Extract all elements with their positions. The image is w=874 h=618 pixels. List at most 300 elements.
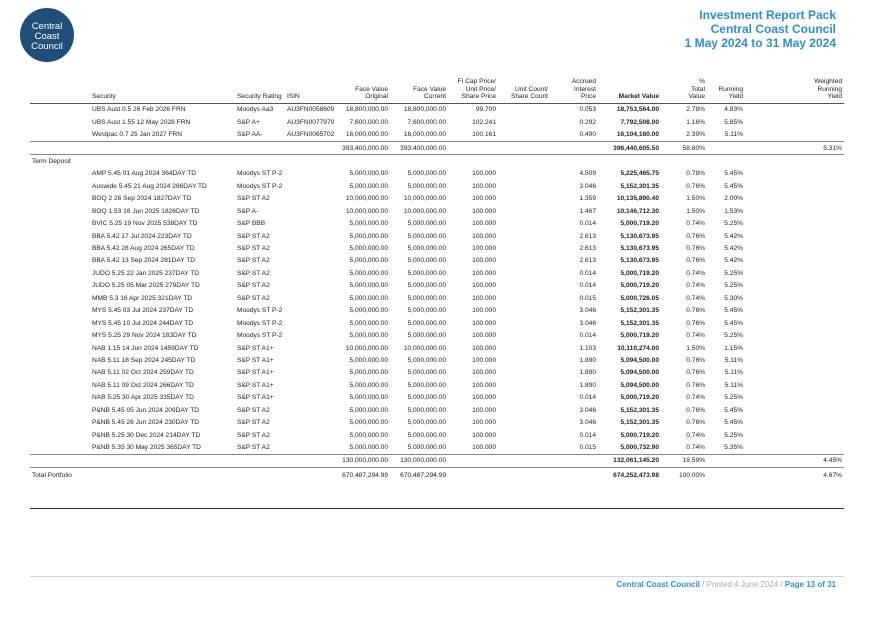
cell-pct-total: 0.74%: [686, 431, 705, 439]
cell-running-yield: 5.85%: [724, 118, 743, 126]
cell-weighted-yield: 5.31%: [745, 141, 844, 154]
cell-price: 100.000: [472, 245, 496, 253]
cell-face-value-current: 5,000,000.00: [407, 419, 446, 427]
cell-group: [30, 255, 90, 267]
cell-count: [498, 168, 550, 180]
footer-printed: / Printed 4 June 2024 /: [699, 580, 785, 589]
cell-price: 102.241: [472, 118, 496, 126]
cell-market-value: 10,110,274.00: [617, 344, 659, 352]
cell-face-value-original: 10,000,000.00: [345, 344, 388, 352]
cell-pct-total: 0.76%: [686, 319, 705, 327]
cell-price: 99.700: [475, 106, 496, 114]
table-row: [30, 392, 844, 404]
cell-market-value: 5,000,719.20: [620, 394, 659, 402]
cell-face-value-original: 5,000,000.00: [349, 369, 388, 377]
cell-weighted-yield: [745, 217, 844, 229]
cell-face-value-current: 5,000,000.00: [407, 294, 446, 302]
header-line: Yield: [728, 93, 743, 100]
cell-price: 100.000: [472, 444, 496, 452]
cell-security: AMP 5.45 01 Aug 2024 364DAY TD: [92, 170, 196, 178]
cell-weighted-yield: [745, 392, 844, 404]
cell-rating: S&P ST A2: [237, 195, 270, 203]
cell-group: [30, 180, 90, 192]
cell-pct-total: 0.74%: [686, 332, 705, 340]
cell-face-value-current: 5,000,000.00: [407, 307, 446, 315]
header-line: %: [699, 78, 705, 85]
cell-count: [498, 342, 550, 354]
cell-market-value: 5,000,719.20: [620, 431, 659, 439]
cell-running-yield: 5.42%: [724, 232, 743, 240]
cell-count: [498, 267, 550, 279]
cell-rating: [235, 141, 285, 154]
cell-security: BOQ 1.53 16 Jun 2025 1826DAY TD: [92, 207, 200, 215]
cell-running-yield: 1.53%: [724, 207, 743, 215]
cell-price: 100.000: [472, 257, 496, 265]
cell-group: [30, 292, 90, 304]
cell-face-value-original: 5,000,000.00: [349, 419, 388, 427]
cell-rating: Moodys ST P-2: [237, 332, 283, 340]
cell-face-value-current: 5,000,000.00: [407, 369, 446, 377]
cell-running-yield: [707, 468, 745, 483]
cell-security: Auswide 5.45 21 Aug 2024 286DAY TD: [92, 182, 207, 190]
cell-market-value: 5,000,719.20: [620, 220, 659, 228]
cell-weighted-yield: [745, 155, 844, 168]
subtotal-row: [30, 454, 844, 467]
header-line: Face Value: [355, 85, 388, 93]
cell-isin: [285, 292, 337, 304]
table-header-row: [30, 78, 844, 103]
cell-accrued: 1.890: [579, 381, 596, 389]
cell-isin: AU3FN0065702: [287, 131, 335, 139]
cell-rating: S&P ST A2: [237, 419, 270, 427]
cell-group: [30, 342, 90, 354]
cell-pct-total: 1.50%: [686, 344, 705, 352]
cell-price: 100.000: [472, 319, 496, 327]
cell-weighted-yield: [745, 255, 844, 267]
cell-face-value-original: 5,000,000.00: [349, 294, 388, 302]
cell-weighted-yield: [745, 416, 844, 428]
cell-face-value-original: 393,400,000.00: [337, 141, 390, 154]
cell-market-value: 18,753,564.00: [616, 106, 659, 114]
cell-face-value-current: 5,000,000.00: [407, 381, 446, 389]
cell-accrued: 1.890: [579, 369, 596, 377]
cell-price: 100.000: [472, 369, 496, 377]
cell-security: NAB 5.25 30 Apr 2025 335DAY TD: [92, 394, 194, 402]
cell-face-value-current: [390, 155, 448, 168]
cell-isin: [285, 404, 337, 416]
cell-isin: [285, 317, 337, 329]
cell-weighted-yield: [745, 305, 844, 317]
cell-running-yield: 5.25%: [724, 332, 743, 340]
cell-accrued: [550, 454, 598, 467]
cell-market-value: 5,152,301.35: [620, 319, 659, 327]
cell-rating: S&P ST A1+: [237, 356, 274, 364]
cell-market-value: 396,440,605.50: [598, 141, 661, 154]
cell-market-value: 5,152,301.35: [620, 406, 659, 414]
cell-weighted-yield: [745, 354, 844, 366]
cell-price: 100.000: [472, 269, 496, 277]
cell-face-value-original: 130,000,000.00: [337, 454, 390, 467]
col-market-value: Market Value: [598, 78, 661, 103]
cell-pct-total: 0.74%: [686, 282, 705, 290]
cell-pct-total: 0.76%: [686, 356, 705, 364]
cell-count: [498, 103, 550, 116]
cell-price: 100.000: [472, 344, 496, 352]
cell-count: [498, 205, 550, 217]
cell-accrued: 0.014: [579, 220, 596, 228]
cell-pct-total: 0.76%: [686, 381, 705, 389]
cell-pct-total: 1.50%: [686, 195, 705, 203]
cell-rating: S&P ST A2: [237, 245, 270, 253]
cell-security: Westpac 0.7 25 Jan 2027 FRN: [92, 131, 183, 139]
cell-weighted-yield: [745, 242, 844, 254]
header-line: Accrued: [571, 78, 596, 85]
cell-security: NAB 5.11 09 Oct 2024 266DAY TD: [92, 381, 194, 389]
cell-count: [498, 141, 550, 154]
cell-market-value: 10,146,712.30: [616, 207, 659, 215]
cell-rating: S&P AA-: [237, 131, 263, 139]
cell-face-value-current: 393,400,000.00: [390, 141, 448, 154]
cell-accrued: 1.890: [579, 356, 596, 364]
cell-group: [30, 205, 90, 217]
cell-group: [30, 367, 90, 379]
cell-count: [498, 292, 550, 304]
table-row: [30, 217, 844, 229]
cell-accrued: [550, 468, 598, 483]
table-row: [30, 168, 844, 180]
cell-weighted-yield: [745, 292, 844, 304]
cell-isin: [285, 441, 337, 454]
table-row: [30, 205, 844, 217]
cell-security: P&NB 5.45 05 Jun 2024 209DAY TD: [92, 406, 200, 414]
cell-face-value-original: 5,000,000.00: [349, 182, 388, 190]
cell-security: [90, 155, 235, 168]
cell-price: [448, 141, 498, 154]
cell-face-value-original: 5,000,000.00: [349, 431, 388, 439]
cell-rating: Moodys ST P-2: [237, 307, 283, 315]
cell-group: [30, 242, 90, 254]
cell-group: Total Portfolio: [30, 468, 90, 483]
cell-face-value-original: 5,000,000.00: [349, 444, 388, 452]
cell-running-yield: 5.45%: [724, 419, 743, 427]
cell-weighted-yield: [745, 168, 844, 180]
cell-accrued: 3.046: [579, 182, 596, 190]
cell-accrued: 0.292: [579, 118, 596, 126]
cell-security: BVIC 5.25 19 Nov 2025 538DAY TD: [92, 220, 198, 228]
cell-price: 100.000: [472, 220, 496, 228]
cell-accrued: 3.046: [579, 419, 596, 427]
cell-group: [30, 103, 90, 116]
cell-market-value: 16,104,160.00: [616, 131, 659, 139]
cell-face-value-current: 5,000,000.00: [407, 232, 446, 240]
col-security: Security: [90, 78, 235, 103]
cell-face-value-current: 5,000,000.00: [407, 269, 446, 277]
cell-face-value-original: 10,000,000.00: [345, 195, 388, 203]
cell-isin: [285, 367, 337, 379]
cell-group: [30, 280, 90, 292]
cell-count: [498, 379, 550, 391]
col-running-yield: [707, 78, 745, 103]
table-row: [30, 230, 844, 242]
cell-security: BBA 5.42 13 Sep 2024 281DAY TD: [92, 257, 196, 265]
cell-isin: [285, 168, 337, 180]
cell-running-yield: 5.11%: [724, 381, 743, 389]
cell-face-value-current: 5,000,000.00: [407, 170, 446, 178]
cell-market-value: 5,152,301.35: [620, 182, 659, 190]
cell-group: [30, 141, 90, 154]
cell-accrued: 1.467: [579, 207, 596, 215]
cell-accrued: [550, 155, 598, 168]
cell-accrued: [550, 141, 598, 154]
cell-weighted-yield: [745, 317, 844, 329]
cell-group: [30, 305, 90, 317]
cell-running-yield: 5.42%: [724, 245, 743, 253]
cell-security: P&NB 5.25 30 Dec 2024 214DAY TD: [92, 431, 201, 439]
cell-security: MMB 5.3 16 Apr 2025 321DAY TD: [92, 294, 193, 302]
report-header: [685, 8, 836, 50]
cell-running-yield: 5.25%: [724, 220, 743, 228]
cell-group: Term Deposit: [32, 157, 71, 165]
cell-rating: S&P ST A2: [237, 269, 270, 277]
cell-market-value: 10,135,890.40: [616, 195, 659, 203]
cell-face-value-original: [337, 155, 390, 168]
cell-market-value: 5,000,726.05: [620, 294, 659, 302]
cell-accrued: 2.613: [579, 257, 596, 265]
cell-face-value-original: 10,000,000.00: [345, 207, 388, 215]
cell-rating: S&P ST A2: [237, 257, 270, 265]
cell-pct-total: 0.76%: [686, 307, 705, 315]
table-row: [30, 267, 844, 279]
cell-security: MYS 5.25 29 Nov 2024 183DAY TD: [92, 332, 197, 340]
cell-rating: Moodys ST P-2: [237, 182, 283, 190]
cell-face-value-current: 5,000,000.00: [407, 394, 446, 402]
cell-accrued: 0.053: [579, 106, 596, 114]
cell-pct-total: 0.74%: [686, 444, 705, 452]
cell-price: [448, 468, 498, 483]
cell-running-yield: 5.45%: [724, 307, 743, 315]
cell-weighted-yield: [745, 379, 844, 391]
cell-running-yield: 5.45%: [724, 182, 743, 190]
cell-face-value-original: 7,600,000.00: [349, 118, 388, 126]
cell-rating: Moodys Aa3: [237, 106, 274, 114]
col-isin: ISIN: [285, 78, 337, 103]
cell-face-value-current: 670,487,294.99: [390, 468, 448, 483]
table-row: [30, 255, 844, 267]
cell-rating: S&P ST A1+: [237, 381, 274, 389]
cell-accrued: 2.613: [579, 245, 596, 253]
col-pct-total: [661, 78, 707, 103]
cell-face-value-current: 5,000,000.00: [407, 319, 446, 327]
header-line: Yield: [827, 93, 842, 100]
cell-isin: [285, 342, 337, 354]
cell-count: [498, 354, 550, 366]
cell-weighted-yield: [745, 116, 844, 128]
cell-security: BOQ 2 26 Sep 2024 1827DAY TD: [92, 195, 192, 203]
cell-running-yield: [707, 155, 745, 168]
cell-count: [498, 230, 550, 242]
cell-face-value-current: 5,000,000.00: [407, 406, 446, 414]
cell-price: 100.000: [472, 294, 496, 302]
cell-running-yield: 5.25%: [724, 394, 743, 402]
cell-count: [498, 329, 550, 341]
cell-weighted-yield: [745, 280, 844, 292]
cell-count: [498, 242, 550, 254]
cell-security: BBA 5.42 28 Aug 2024 265DAY TD: [92, 245, 195, 253]
cell-accrued: 4.509: [579, 170, 596, 178]
cell-price: [448, 454, 498, 467]
cell-rating: [235, 155, 285, 168]
cell-accrued: 0.014: [579, 282, 596, 290]
table-row: [30, 367, 844, 379]
header-line: FI Cap Price/: [457, 78, 496, 85]
cell-group: [30, 354, 90, 366]
cell-market-value: [598, 155, 661, 168]
cell-market-value: 5,130,673.95: [620, 245, 659, 253]
cell-rating: S&P BBB: [237, 220, 266, 228]
cell-price: 100.000: [472, 282, 496, 290]
header-line: Face Value: [413, 85, 446, 93]
cell-isin: [285, 354, 337, 366]
cell-security: NAB 1.15 14 Jun 2024 1459DAY TD: [92, 344, 199, 352]
logo-line: Council: [31, 41, 63, 52]
cell-isin: [285, 379, 337, 391]
table-row: [30, 155, 844, 168]
cell-weighted-yield: [745, 230, 844, 242]
logo-line: Central: [31, 21, 63, 32]
header-line: Running: [817, 85, 842, 93]
cell-group: [30, 416, 90, 428]
cell-weighted-yield: [745, 128, 844, 141]
cell-group: [30, 230, 90, 242]
cell-rating: Moodys ST P-2: [237, 170, 283, 178]
cell-running-yield: 5.45%: [724, 170, 743, 178]
cell-rating: Moodys ST P-2: [237, 319, 283, 327]
cell-isin: [285, 141, 337, 154]
cell-group: [30, 116, 90, 128]
cell-accrued: 3.046: [579, 406, 596, 414]
cell-pct-total: 0.76%: [686, 232, 705, 240]
cell-market-value: 5,000,719.20: [620, 282, 659, 290]
footer-rule: [30, 576, 844, 577]
cell-count: [498, 468, 550, 483]
cell-accrued: 1.103: [579, 344, 596, 352]
cell-group: [30, 429, 90, 441]
cell-market-value: 5,225,465.75: [620, 170, 659, 178]
table-row: [30, 305, 844, 317]
cell-face-value-original: 5,000,000.00: [349, 232, 388, 240]
cell-market-value: 5,000,719.20: [620, 269, 659, 277]
table-row: [30, 280, 844, 292]
cell-accrued: 0.014: [579, 431, 596, 439]
table-row: [30, 116, 844, 128]
header-line: Unit Count/: [515, 85, 548, 93]
cell-security: [90, 141, 235, 154]
cell-security: UBS Aust 1.55 12 May 2028 FRN: [92, 118, 191, 126]
header-line: Weighted: [814, 78, 842, 85]
cell-pct-total: 2.78%: [686, 106, 705, 114]
cell-running-yield: 4.83%: [724, 106, 743, 114]
cell-count: [498, 116, 550, 128]
cell-running-yield: 5.45%: [724, 406, 743, 414]
cell-security: MYS 5.45 10 Jul 2024 244DAY TD: [92, 319, 194, 327]
cell-market-value: 5,130,673.95: [620, 257, 659, 265]
cell-isin: [285, 193, 337, 205]
cell-group: [30, 441, 90, 454]
cell-rating: S&P ST A2: [237, 282, 270, 290]
cell-pct-total: 0.78%: [686, 170, 705, 178]
cell-face-value-original: 5,000,000.00: [349, 170, 388, 178]
cell-pct-total: 0.74%: [686, 294, 705, 302]
cell-face-value-original: 5,000,000.00: [349, 282, 388, 290]
cell-face-value-original: 5,000,000.00: [349, 257, 388, 265]
cell-group: [30, 392, 90, 404]
cell-rating: S&P ST A2: [237, 232, 270, 240]
cell-face-value-current: 10,000,000.00: [403, 207, 446, 215]
cell-pct-total: 2.39%: [686, 131, 705, 139]
cell-running-yield: 5.11%: [724, 131, 743, 139]
cell-face-value-original: 5,000,000.00: [349, 332, 388, 340]
cell-running-yield: 5.42%: [724, 257, 743, 265]
cell-face-value-current: 5,000,000.00: [407, 332, 446, 340]
cell-face-value-original: 670,487,294.99: [337, 468, 390, 483]
logo-line: Coast: [34, 31, 60, 42]
cell-count: [498, 155, 550, 168]
cell-count: [498, 404, 550, 416]
cell-accrued: 0.014: [579, 332, 596, 340]
cell-group: [30, 267, 90, 279]
cell-pct-total: 1.16%: [686, 118, 705, 126]
cell-market-value: 5,152,301.35: [620, 307, 659, 315]
cell-isin: [285, 392, 337, 404]
cell-running-yield: 5.11%: [724, 369, 743, 377]
holdings-table: [30, 78, 844, 482]
cell-rating: S&P ST A2: [237, 431, 270, 439]
cell-face-value-current: 16,000,000.00: [403, 131, 446, 139]
cell-market-value: 7,792,508.00: [620, 118, 659, 126]
cell-running-yield: 1.15%: [724, 344, 743, 352]
cell-security: JUDO 5.25 22 Jan 2025 237DAY TD: [92, 269, 200, 277]
cell-price: [448, 155, 498, 168]
col-weighted-yield: [745, 78, 844, 103]
cell-security: [90, 454, 235, 467]
table-row: [30, 404, 844, 416]
cell-accrued: 0.490: [579, 131, 596, 139]
cell-group: [30, 404, 90, 416]
cell-running-yield: 5.25%: [724, 269, 743, 277]
cell-count: [498, 429, 550, 441]
col-group: [30, 78, 90, 103]
cell-price: 100.000: [472, 332, 496, 340]
cell-running-yield: 5.30%: [724, 294, 743, 302]
cell-pct-total: 0.76%: [686, 257, 705, 265]
cell-accrued: 2.613: [579, 232, 596, 240]
table-row: [30, 317, 844, 329]
cell-isin: [285, 205, 337, 217]
cell-price: 100.000: [472, 381, 496, 389]
cell-market-value: 5,130,673.95: [620, 232, 659, 240]
cell-pct-total: 1.50%: [686, 207, 705, 215]
cell-count: [498, 454, 550, 467]
cell-face-value-original: 5,000,000.00: [349, 220, 388, 228]
cell-count: [498, 280, 550, 292]
table-body: [30, 103, 844, 482]
cell-face-value-original: 5,000,000.00: [349, 319, 388, 327]
cell-running-yield: 5.45%: [724, 319, 743, 327]
footer-org: Central Coast Council: [616, 580, 700, 589]
cell-rating: S&P A-: [237, 207, 259, 215]
cell-pct-total: 0.76%: [686, 406, 705, 414]
cell-pct-total: 0.76%: [686, 369, 705, 377]
